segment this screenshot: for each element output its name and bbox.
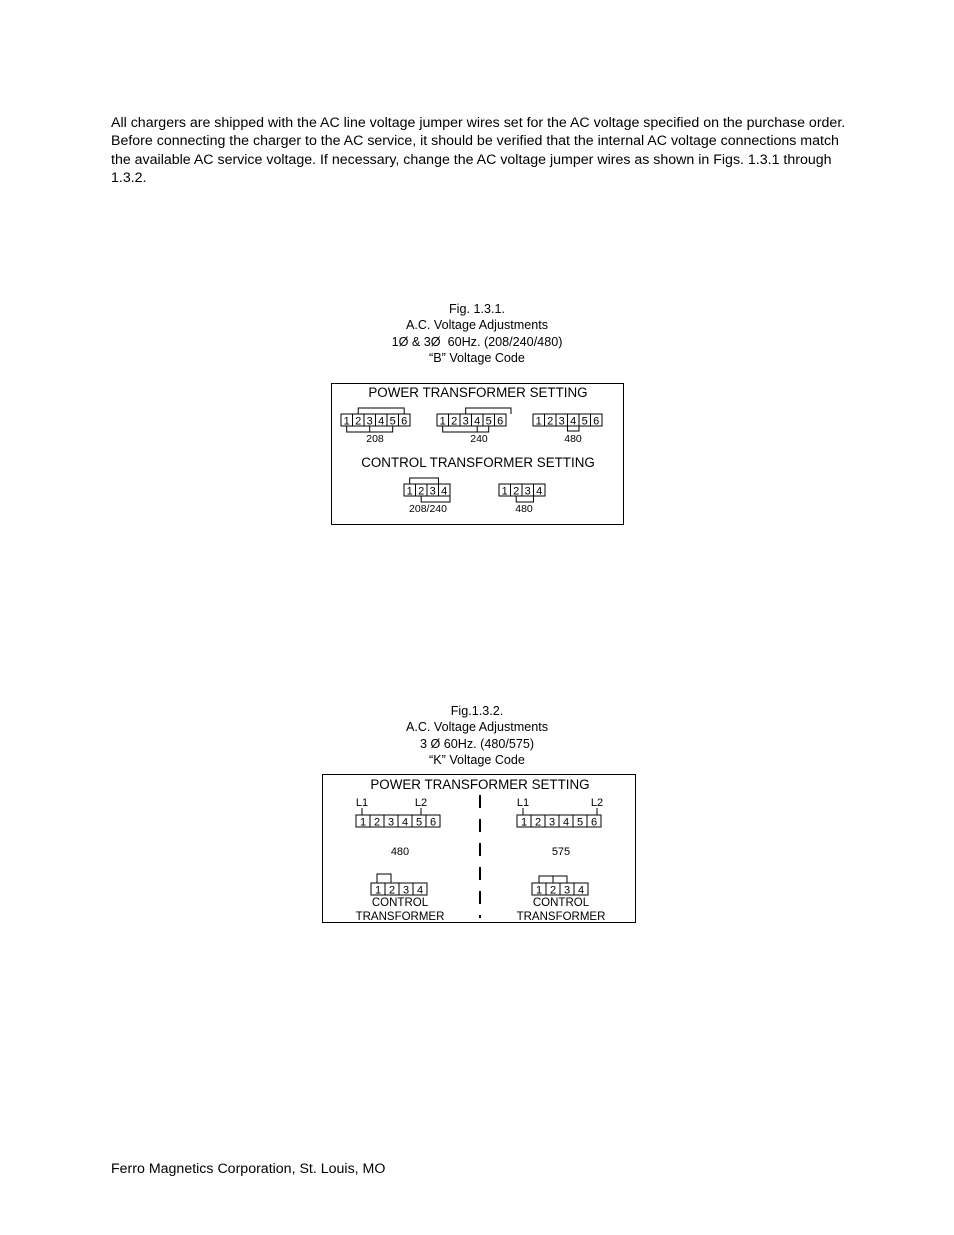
control-label: TRANSFORMER [355,911,445,923]
terminal-number: 1 [406,485,413,498]
control-label: CONTROL [371,897,429,909]
voltage-label: 575 [551,846,571,858]
terminal-number: 3 [558,415,565,428]
terminal-number: 5 [389,415,396,428]
fig2-diagram [323,775,637,924]
fig1-caption-line: 1Ø & 3Ø 60Hz. (208/240/480) [391,334,563,349]
terminal-number: 2 [547,415,554,428]
terminal-number: 6 [401,415,408,428]
fig1-control-group-480 [499,484,545,515]
l1-label: L1 [355,797,369,809]
control-label: CONTROL [532,897,590,909]
fig2-caption-line: “K” Voltage Code [429,752,525,767]
voltage-label: 240 [470,433,488,445]
terminal-number: 2 [388,884,396,897]
terminal-number: 6 [497,415,504,428]
fig1-diagram-box [331,383,624,525]
fig1-control-group-208-240 [404,478,450,515]
fig1-power-group-208 [341,408,410,445]
terminal-strip [356,815,440,829]
voltage-label: 480 [515,503,533,515]
fig1-control-title: CONTROL TRANSFORMER SETTING [361,455,595,470]
fig1-caption [0,301,954,366]
terminal-number: 4 [416,884,424,897]
terminal-number: 5 [485,415,492,428]
terminal-number: 3 [462,415,469,428]
jumper-wire [410,478,439,484]
fig2-diagram-box [322,774,636,923]
terminal-number: 4 [570,415,577,428]
terminal-number: 2 [373,816,381,829]
terminal-number: 4 [536,485,543,498]
terminal-number: 3 [563,884,571,897]
terminal-number: 2 [534,816,542,829]
terminal-number: 5 [415,816,423,829]
fig2-caption [0,703,954,768]
terminal-number: 1 [359,816,367,829]
intro-paragraph: All chargers are shipped with the AC line voltage jumper wires set for the AC voltage specified on the purchase order. Before connecting the charger to the AC service, it should be verified that the internal AC voltage connections match the available AC service voltage. If necessary, change the AC voltage jumper wires as shown in Figs. 1.3.1 through 1.3.2. [111,115,846,186]
voltage-label: 480 [564,433,582,445]
terminal-strip [404,484,450,498]
fig1-power-title: POWER TRANSFORMER SETTING [368,385,588,400]
fig2-side-480 [356,797,445,923]
terminal-number: 3 [429,485,436,498]
terminal-number: 2 [549,884,557,897]
terminal-number: 4 [577,884,585,897]
terminal-number: 6 [593,415,600,428]
jumper-wire [358,408,404,414]
footer-text: Ferro Magnetics Corporation, St. Louis, MO [111,1161,386,1177]
terminal-strip [371,883,427,897]
terminal-number: 1 [343,415,350,428]
terminal-number: 1 [520,816,528,829]
terminal-strip [533,414,602,428]
terminal-number: 3 [402,884,410,897]
terminal-number: 1 [501,485,508,498]
fig1-caption-line: Fig. 1.3.1. [448,302,505,316]
terminal-number: 2 [355,415,362,428]
terminal-number: 4 [562,816,570,829]
control-label: TRANSFORMER [516,911,606,923]
jumper-wire [466,408,511,414]
terminal-strip [517,815,601,829]
terminal-strip [341,414,410,428]
terminal-number: 1 [535,415,542,428]
voltage-label: 208/240 [409,503,447,515]
fig1-power-group-240 [437,408,511,445]
terminal-number: 1 [439,415,446,428]
l1-label: L1 [516,797,530,809]
fig1-caption-line: A.C. Voltage Adjustments [405,318,549,333]
terminal-number: 5 [581,415,588,428]
fig1-power-group-480 [533,414,602,445]
terminal-number: 3 [366,415,373,428]
terminal-number: 3 [548,816,556,829]
terminal-number: 3 [524,485,531,498]
voltage-label: 480 [390,846,410,858]
l2-label: L2 [590,797,604,809]
fig2-caption-line: Fig.1.3.2. [450,704,504,718]
terminal-number: 2 [418,485,425,498]
fig2-side-575 [517,797,606,923]
terminal-strip [437,414,506,428]
l2-label: L2 [414,797,428,809]
terminal-number: 3 [387,816,395,829]
fig1-caption-line: “B” Voltage Code [429,350,525,365]
fig1-diagram [332,384,625,526]
terminal-number: 1 [374,884,382,897]
terminal-number: 4 [441,485,448,498]
terminal-strip [499,484,545,498]
terminal-number: 4 [378,415,385,428]
terminal-number: 4 [474,415,481,428]
terminal-number: 1 [535,884,543,897]
terminal-number: 2 [451,415,458,428]
terminal-number: 2 [513,485,520,498]
terminal-number: 6 [429,816,437,829]
fig2-caption-line: A.C. Voltage Adjustments [405,720,549,735]
jumper-wire [377,874,391,883]
terminal-number: 4 [401,816,409,829]
terminal-number: 5 [576,816,584,829]
voltage-label: 208 [366,433,384,445]
fig2-power-title: POWER TRANSFORMER SETTING [370,777,590,792]
terminal-number: 6 [590,816,598,829]
terminal-strip [532,883,588,897]
fig2-caption-line: 3 Ø 60Hz. (480/575) [419,736,535,751]
